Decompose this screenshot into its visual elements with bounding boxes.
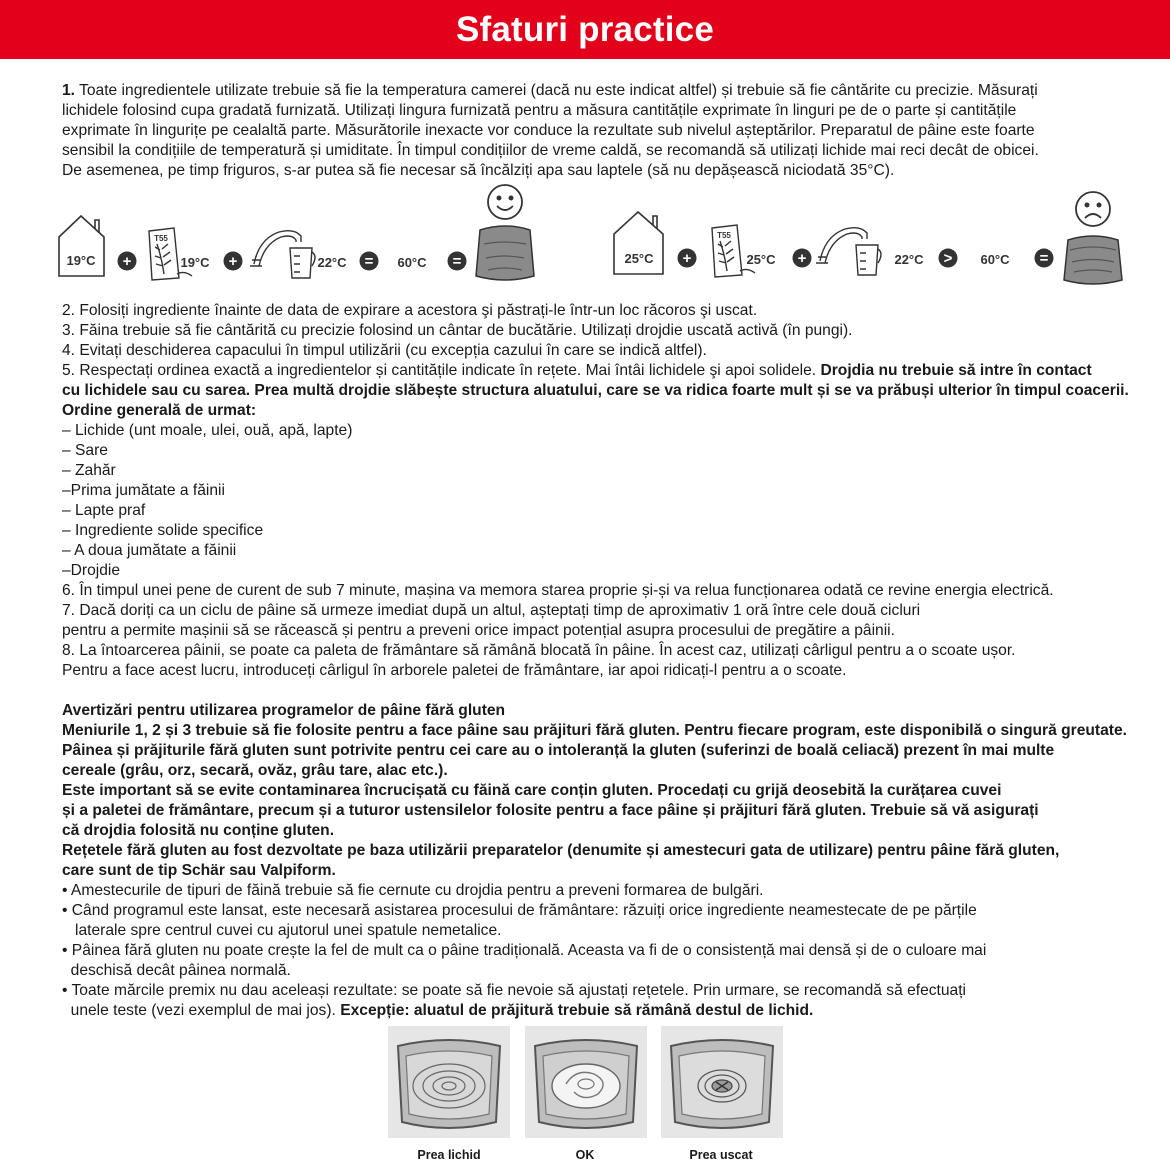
gluten-bullet: deschisă decât pâinea normală. [62,962,291,979]
gluten-last-line: unele teste (vezi exemplul de mai jos). Excepție: aluatul de prăjitură trebuie să rămână destul de lichid. [62,1002,814,1019]
good-bread-loaf-icon [476,226,534,280]
flour-temp-good: 19°C [180,255,210,270]
room-temp-bad: 25°C [624,251,654,266]
ok-pan-photo [525,1026,647,1138]
room-temp-good: 19°C [66,253,96,268]
tip-8-line-1: 8. La întoarcerea pâinii, se poate ca paleta de frământare să rămână blocată în pâine. În acest caz, utilizați cârligul pentru a o scoate ușor. [62,642,1016,659]
tip-7-line-1: 7. Dacă doriți ca un ciclu de pâine să urmeze imediat după un altul, așteptați timp de aproximativ 1 oră între cele două cicluri [62,602,921,619]
gluten-bold-line: care sunt de tip Schär sau Valpiform. [62,862,336,879]
order-item: – A doua jumătate a făinii [62,542,237,559]
order-item: –Drojdie [62,562,121,579]
gluten-bold-line: Meniurile 1, 2 și 3 trebuie să fie folosite pentru a face pâine sau prăjituri fără gluten. Pentru fiecare program, este disponibilă o singură greutate. [62,722,1127,739]
too-dry-pan-photo [661,1026,783,1138]
gluten-bullet: • Amestecurile de tipuri de făină trebuie să fie cernute cu drojdia pentru a preveni formarea de bulgări. [62,882,764,899]
equals-icon [448,252,467,271]
gluten-bullet: • Pâinea fără gluten nu poate crește la fel de mult ca o pâine tradițională. Aceasta va fi de o consistență mai densă și de o culoare mai [62,942,987,959]
order-item: – Lichide (unt moale, ulei, ouă, apă, lapte) [62,422,353,439]
greater-than-icon [939,249,958,268]
tip-1-line-4: sensibil la condițiile de temperatură și umiditate. În timpul condițiilor de vreme caldă, se recomandă să utilizați lichide mai reci decât de obicei. [62,142,1039,159]
gluten-bold-line: cereale (grâu, orz, secară, ovăz, grâu tare, alac etc.). [62,762,448,779]
plus-icon [678,249,697,268]
gluten-bold-line: Pâinea și prăjiturile fără gluten sunt potrivite pentru cei care au o intoleranță la gluten (suferinzi de boală celiacă) prezent în mai multe [62,742,1055,759]
plus-icon [118,252,137,271]
gluten-bullet: • Toate mărcile premix nu dau aceleași rezultate: se poate să fie nevoie să ajustați rețetele. Prin urmare, se recomandă să efectuați [62,982,967,999]
collapsed-bread-loaf-icon [1064,236,1122,284]
bag-label-bad: T55 [717,231,731,240]
result-temp-bad: 60°C [980,252,1010,267]
gluten-bullet: laterale spre centrul cuvei cu ajutorul unei spatule nemetalice. [62,922,502,939]
svg-text:=: = [364,253,374,270]
svg-text:+: + [122,253,132,270]
tip-3: 3. Făina trebuie să fie cântărită cu precizie folosind un cântar de bucătărie. Utilizați drojdie uscată activă (în pungi). [62,322,853,339]
gluten-bold-line: Este important să se evite contaminarea încrucișată cu făină care conțin gluten. Procedați cu grijă deosebită la curățarea cuvei [62,782,1002,799]
result-temp-good: 60°C [397,255,427,270]
caption-ok: OK [575,1148,595,1162]
water-temp-good: 22°C [317,255,347,270]
water-tap-icon [250,231,315,278]
header-bar [0,0,1170,59]
tip-6: 6. În timpul unei pene de curent de sub 7 minute, mașina va memora starea proprie și-și va relua funcționarea odată ce revine energia electrică. [62,582,1054,599]
tip-1-number: 1. [62,82,76,99]
tip-7-line-2: pentru a permite mașinii să se răcească și pentru a preveni orice impact potențial asupra procesului de pregătire a pâinii. [62,622,895,639]
tip-1-line-2: lichidele folosind cupa gradată furnizată. Utilizați lingura furnizată pentru a măsura cantitățile exprimate în linguri pe de o parte și cantitățile [62,102,1017,119]
equals-icon [360,252,379,271]
gluten-bold-line: și a paletei de frământare, precum și a tuturor ustensilelor folosite pentru a face pâine și prăjituri fără gluten. Trebuie să vă asigurați [62,802,1039,819]
gluten-bullet: • Când programul este lansat, este necesară asistarea procesului de frământare: răzuiți orice ingrediente neamestecate de pe părțile [62,902,977,919]
gluten-bold-line: că drojdia folosită nu conține gluten. [62,822,335,839]
good-scenario [59,185,534,280]
svg-text:+: + [228,253,238,270]
gluten-bold-line: Rețetele fără gluten au fost dezvoltate pe baza utilizării preparatelor (denumite și amestecuri gata de utilizare) pentru pâine fără gluten, [62,842,1060,859]
temperature-diagram [54,184,1129,292]
order-item: – Sare [62,442,108,459]
water-tap-icon [816,228,881,275]
equals-icon [1035,249,1054,268]
sad-face-icon [1076,192,1110,226]
bag-label-good: T55 [154,234,168,243]
order-item: – Lapte praf [62,502,146,519]
tip-5-line-1: 5. Respectați ordinea exactă a ingredientelor și cantitățile indicate în rețete. Mai întâi lichidele şi apoi solidele. Drojdia nu trebuie să intre în contact [62,362,1092,379]
bad-scenario [614,192,1122,284]
too-liquid-pan-photo [388,1026,510,1138]
svg-text:=: = [452,253,462,270]
svg-text:+: + [797,250,807,267]
svg-text:+: + [682,250,692,267]
tip-2: 2. Folosiți ingrediente înainte de data de expirare a acestora şi păstrați-le într-un loc răcoros şi uscat. [62,302,758,319]
svg-text:=: = [1039,250,1049,267]
order-item: –Prima jumătate a făinii [62,482,225,499]
happy-face-icon [488,185,522,219]
order-title: Ordine generală de urmat: [62,402,257,419]
page-title: Sfaturi practice [455,9,714,49]
order-item: – Zahăr [62,462,116,479]
order-item: – Ingrediente solide specifice [62,522,264,539]
caption-too-dry: Prea uscat [689,1148,753,1162]
caption-too-liquid: Prea lichid [417,1148,481,1162]
gluten-title: Avertizări pentru utilizarea programelor de pâine fără gluten [62,702,506,719]
tip-1-line-1: 1. Toate ingredientele utilizate trebuie să fie la temperatura camerei (dacă nu este indicat altfel) și trebuie să fie cântărite cu precizie. Măsurați [62,82,1038,99]
svg-text:>: > [943,250,953,267]
tip-1-line-3: exprimate în lingurițe pe cealaltă parte. Măsurătorile inexacte vor conduce la rezultate sub nivelul așteptărilor. Preparatul de pâine este foarte [62,122,1035,139]
tip-5-line-2: cu lichidele sau cu sarea. Prea multă drojdie slăbește structura aluatului, care se va ridica foarte mult și se va prăbuși ulterior în timpul coacerii. [62,382,1129,399]
tip-8-line-2: Pentru a face acest lucru, introduceți cârligul în arborele paletei de frământare, iar apoi ridicați-l pentru a o scoate. [62,662,847,679]
plus-icon [224,252,243,271]
tip-4: 4. Evitați deschiderea capacului în timpul utilizării (cu excepția cazului în care se indică altfel). [62,342,707,359]
plus-icon [793,249,812,268]
flour-temp-bad: 25°C [746,252,776,267]
tip-1-line-5: De asemenea, pe timp friguros, s-ar putea să fie necesar să încălziți apa sau laptele (să nu depășească niciodată 35°C). [62,162,895,179]
water-temp-bad: 22°C [894,252,924,267]
